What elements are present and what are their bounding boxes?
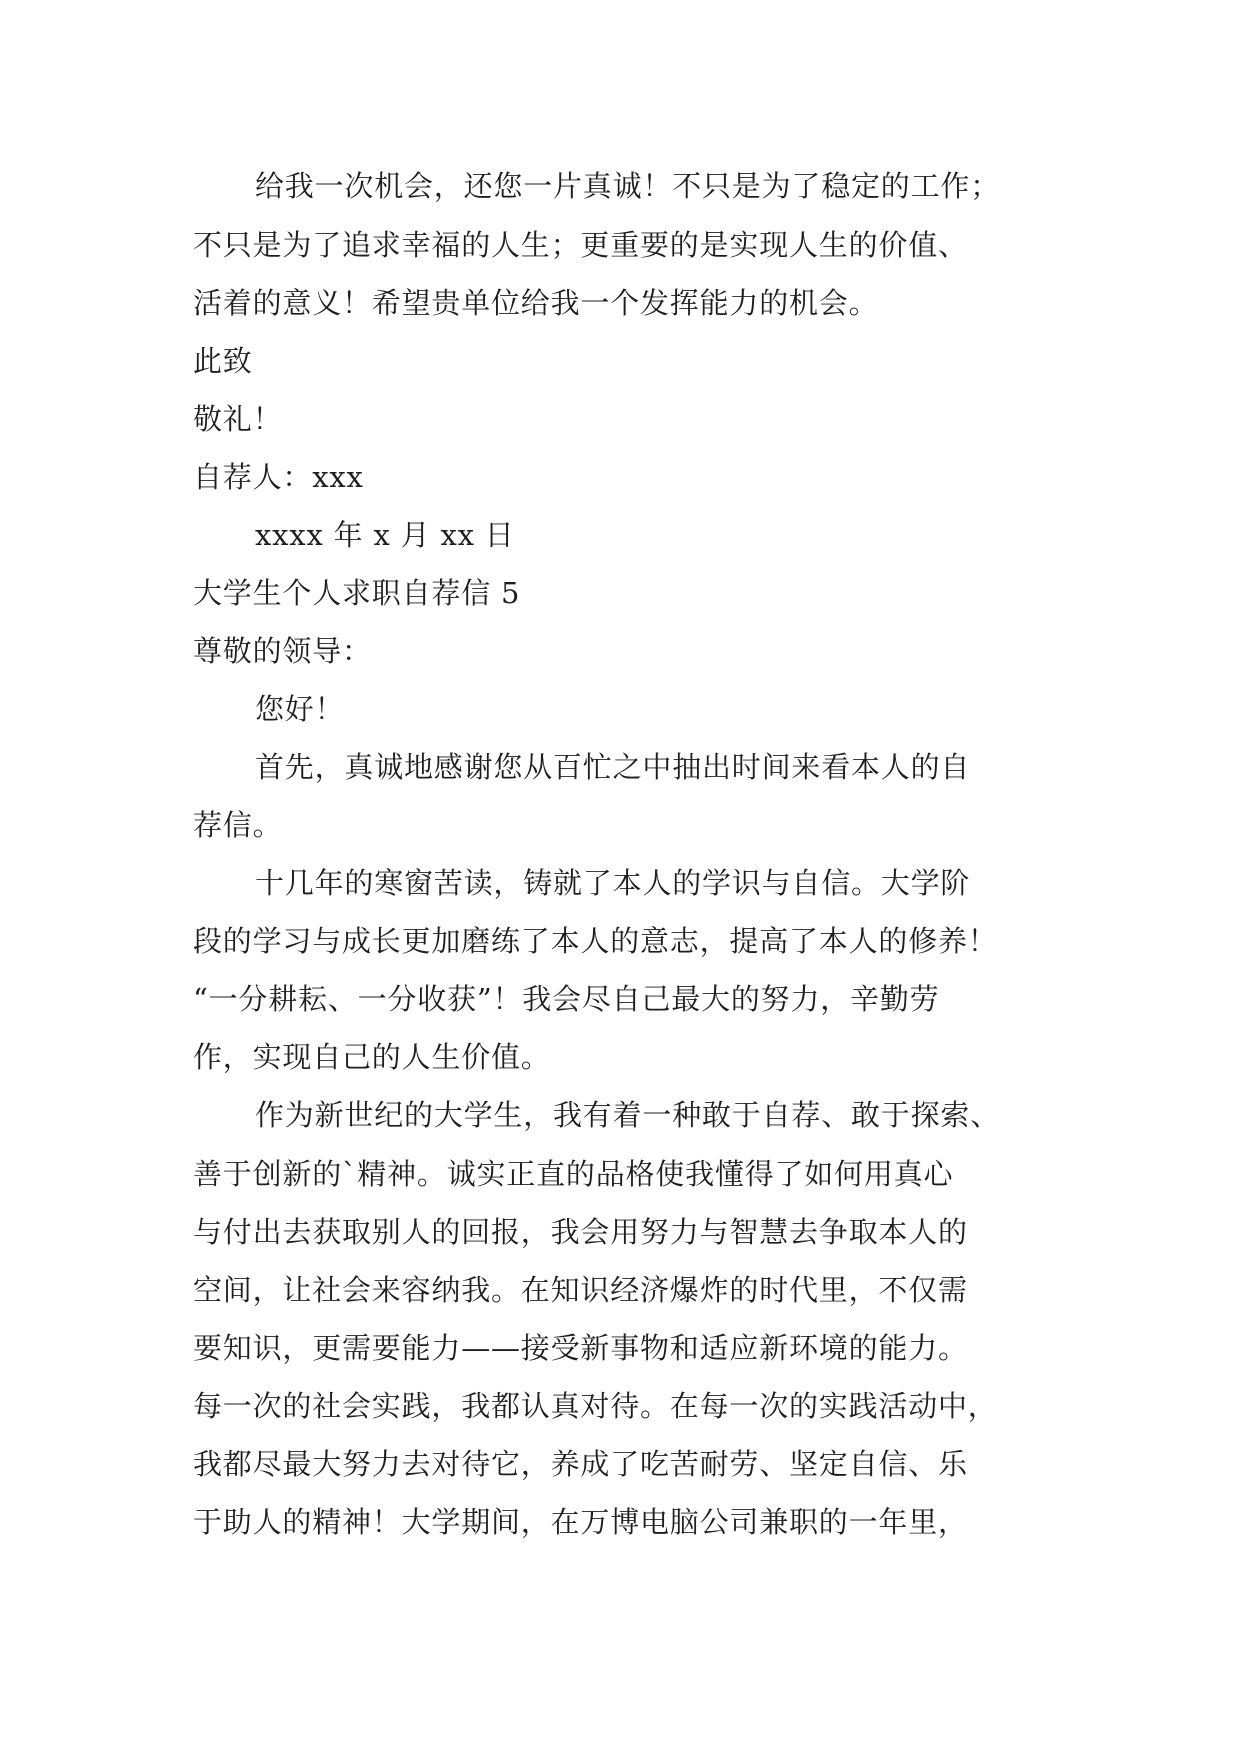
closing-phrase: 此致 bbox=[193, 344, 253, 378]
paragraph-line: 十几年的寒窗苦读，铸就了本人的学识与自信。大学阶 bbox=[255, 866, 971, 900]
paragraph-line: 段的学习与成长更加磨练了本人的意志，提高了本人的修养！ bbox=[193, 924, 998, 958]
paragraph-line: 与付出去获取别人的回报，我会用努力与智慧去争取本人的 bbox=[193, 1215, 968, 1249]
paragraph-line: 活着的意义！希望贵单位给我一个发挥能力的机会。 bbox=[193, 286, 879, 320]
paragraph-line: 于助人的精神！大学期间，在万博电脑公司兼职的一年里， bbox=[193, 1505, 968, 1539]
salutation-closing: 敬礼！ bbox=[193, 402, 283, 436]
greeting-line: 尊敬的领导： bbox=[193, 634, 372, 668]
paragraph-line: 作为新世纪的大学生，我有着一种敢于自荐、敢于探索、 bbox=[255, 1098, 1001, 1132]
paragraph-line: 给我一次机会，还您一片真诚！不只是为了稳定的工作； bbox=[255, 169, 1001, 203]
paragraph-line: 空间，让社会来容纳我。在知识经济爆炸的时代里，不仅需 bbox=[193, 1273, 968, 1307]
date-line: xxxx 年 x 月 xx 日 bbox=[255, 518, 515, 552]
paragraph-line: 作，实现自己的人生价值。 bbox=[193, 1040, 551, 1074]
paragraph-line: 我都尽最大努力去对待它，养成了吃苦耐劳、坚定自信、乐 bbox=[193, 1447, 968, 1481]
paragraph-line: 不只是为了追求幸福的人生；更重要的是实现人生的价值、 bbox=[193, 228, 968, 262]
paragraph-line: 荐信。 bbox=[193, 808, 283, 842]
paragraph-line: “一分耕耘、一分收获”！我会尽自己最大的努力，辛勤劳 bbox=[193, 982, 940, 1016]
paragraph-line: 首先，真诚地感谢您从百忙之中抽出时间来看本人的自 bbox=[255, 750, 971, 784]
signature-line: 自荐人：xxx bbox=[193, 460, 364, 494]
paragraph-line: 要知识，更需要能力——接受新事物和适应新环境的能力。 bbox=[193, 1331, 968, 1365]
paragraph-line: 善于创新的`精神。诚实正直的品格使我懂得了如何用真心 bbox=[193, 1157, 954, 1191]
section-title: 大学生个人求职自荐信 5 bbox=[193, 576, 521, 610]
paragraph-line: 每一次的社会实践，我都认真对待。在每一次的实践活动中， bbox=[193, 1389, 998, 1423]
greeting-hello: 您好！ bbox=[255, 692, 345, 726]
